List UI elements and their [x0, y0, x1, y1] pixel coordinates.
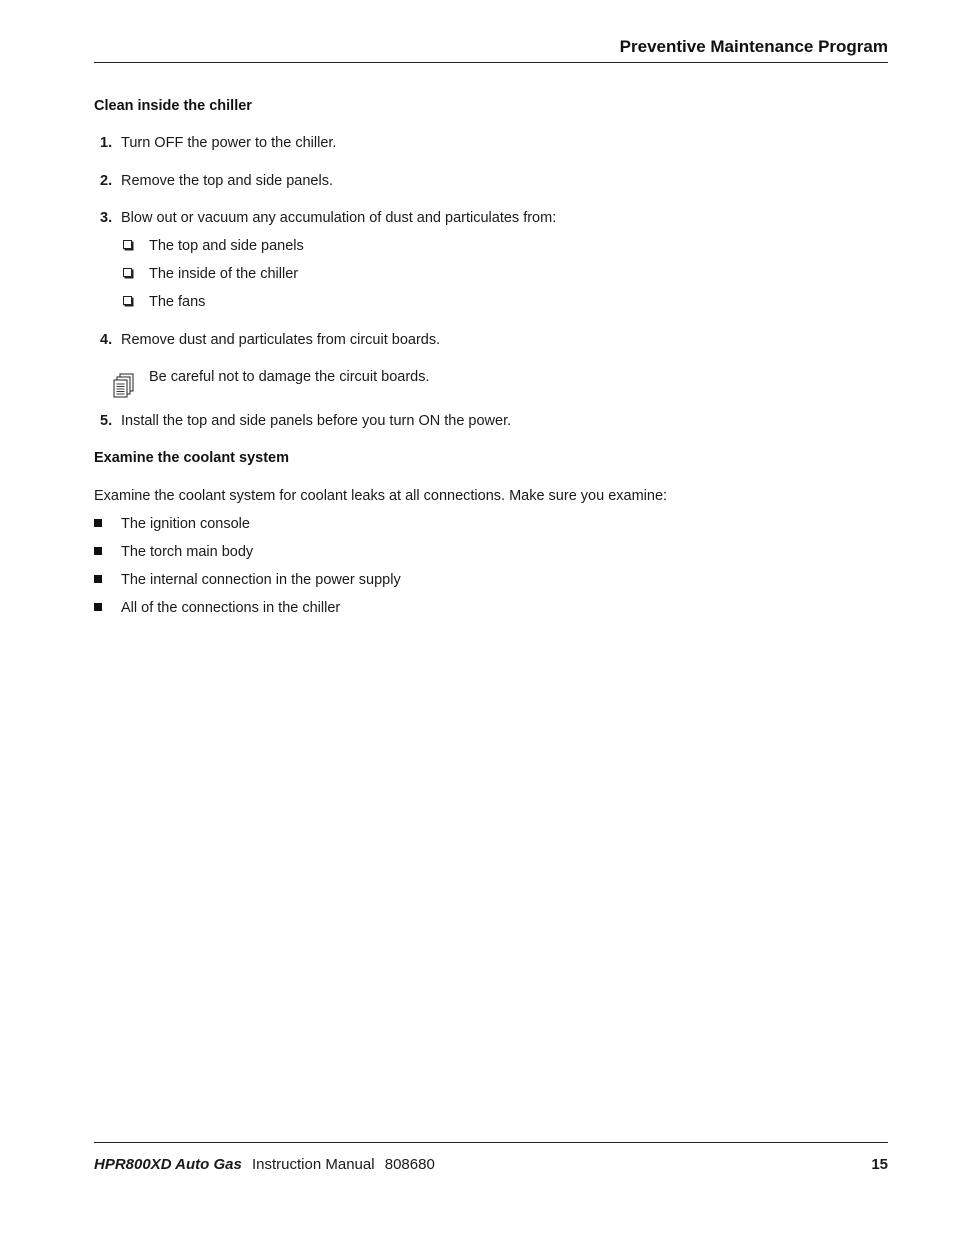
- section-heading: Examine the coolant system: [94, 450, 290, 466]
- footer-divider: [94, 1142, 888, 1143]
- bullet-text: The ignition console: [121, 516, 250, 532]
- footer-manual-type: Instruction Manual: [252, 1156, 375, 1173]
- step-text: Turn OFF the power to the chiller.: [121, 135, 337, 151]
- sub-item-text: The fans: [149, 294, 206, 310]
- footer-doc-number: 808680: [384, 1156, 435, 1173]
- step-item: [100, 413, 511, 429]
- footer-product-name: HPR800XD Auto Gas: [94, 1156, 242, 1173]
- sub-item-text: The top and side panels: [149, 238, 304, 254]
- section-heading: Clean inside the chiller: [94, 98, 252, 114]
- header-divider: [94, 62, 888, 63]
- page-header-title: Preventive Maintenance Program: [619, 37, 888, 56]
- checkbox-bullet-icon: [123, 268, 132, 277]
- sub-item: [123, 238, 304, 254]
- square-bullet-icon: [94, 519, 102, 527]
- bullet-text: The torch main body: [121, 544, 254, 560]
- bullet-item: [94, 600, 340, 616]
- step-text: Blow out or vacuum any accumulation of dust and particulates from:: [121, 210, 557, 226]
- sub-item-text: The inside of the chiller: [149, 266, 299, 282]
- step-number: 5.: [100, 413, 113, 429]
- note-text: Be careful not to damage the circuit boards.: [149, 369, 430, 385]
- step-number: 3.: [100, 210, 113, 226]
- square-bullet-icon: [94, 575, 102, 583]
- step-text: Remove dust and particulates from circuit boards.: [121, 332, 441, 348]
- square-bullet-icon: [94, 603, 102, 611]
- step-item: [100, 332, 440, 348]
- step-number: 1.: [100, 135, 113, 151]
- bullet-text: All of the connections in the chiller: [121, 600, 341, 616]
- section-intro-paragraph: Examine the coolant system for coolant leaks at all connections. Make sure you examine:: [94, 488, 668, 504]
- step-text: Remove the top and side panels.: [121, 173, 333, 189]
- footer-manual-info: [94, 1156, 435, 1173]
- step-number: 4.: [100, 332, 113, 348]
- step-item: [100, 135, 336, 151]
- bullet-item: [94, 544, 253, 560]
- step-number: 2.: [100, 173, 113, 189]
- checkbox-bullet-icon: [123, 296, 132, 305]
- checkbox-bullet-icon: [123, 240, 132, 249]
- bullet-text: The internal connection in the power supply: [121, 572, 401, 588]
- sub-item: [123, 294, 205, 310]
- step-text: Install the top and side panels before you turn ON the power.: [121, 413, 512, 429]
- sub-item: [123, 266, 298, 282]
- note-icon: [113, 373, 135, 399]
- bullet-item: [94, 516, 250, 532]
- bullet-item: [94, 572, 401, 588]
- step-item: [100, 173, 333, 189]
- page-number: 15: [871, 1156, 888, 1173]
- square-bullet-icon: [94, 547, 102, 555]
- step-item: [100, 210, 556, 226]
